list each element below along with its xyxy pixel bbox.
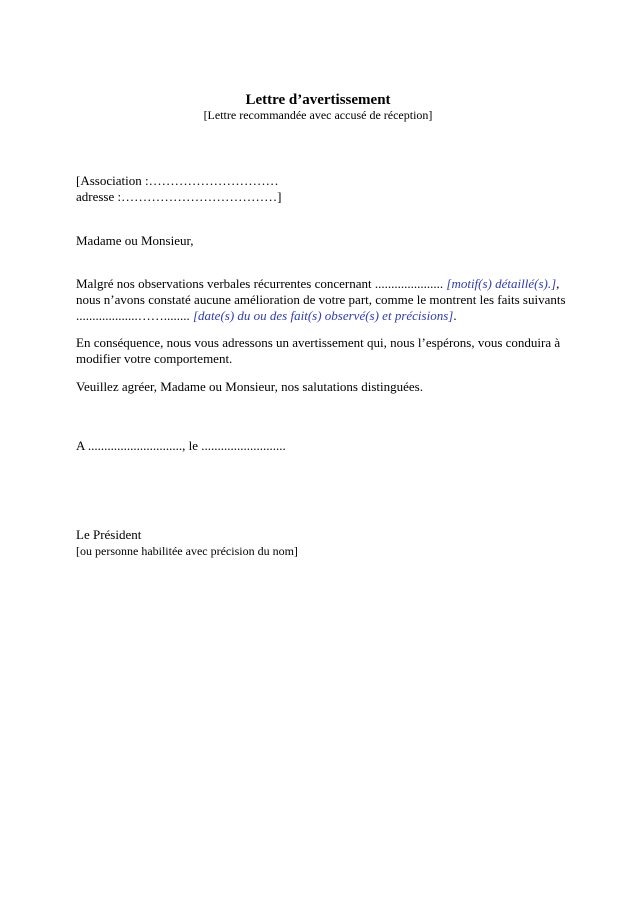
paragraph-motif [76,276,566,324]
association-line: [Association :………………………… [76,173,279,188]
signature-title: Le Président [76,527,142,542]
facts-placeholder: [date(s) du ou des fait(s) observé(s) et précisions] [193,308,454,323]
paragraph-motif-line-3 [76,308,566,324]
signature-block [76,527,566,559]
signature-note: [ou personne habilitée avec précision du nom] [76,544,298,558]
salutation-text: Madame ou Monsieur, [76,233,194,248]
place-date-text: A ............................., le .......................... [76,438,286,453]
letter-title: Lettre d’avertissement [245,92,391,108]
motif-intro-text: Malgré nos observations verbales récurrentes concernant ..................... [76,276,447,291]
salutation [76,233,566,249]
paragraph-consequence [76,335,566,367]
letter-subtitle: [Lettre recommandée avec accusé de réception] [203,108,433,122]
facts-dots: ...................……........ [76,308,193,323]
place-date [76,438,566,454]
closing-text: Veuillez agréer, Madame ou Monsieur, nos salutations distinguées. [76,379,423,394]
closing-formula [76,379,566,395]
motif-line-end: , [556,276,560,291]
paragraph-consequence-line-1: En conséquence, nous vous adressons un avertissement qui, nous l’espérons, vous conduira à [76,335,561,350]
address-line: adresse :………………………………] [76,189,282,204]
paragraph-consequence-line-2: modifier votre comportement. [76,351,233,366]
motif-placeholder: [motif(s) détaillé(s).] [446,276,557,291]
sender-block [76,173,566,205]
facts-line-end: . [453,308,457,323]
paragraph-motif-line-2: nous n’avons constaté aucune amélioration de votre part, comme le montrent les faits suivants [76,292,566,307]
paragraph-motif-line-1 [76,276,566,292]
